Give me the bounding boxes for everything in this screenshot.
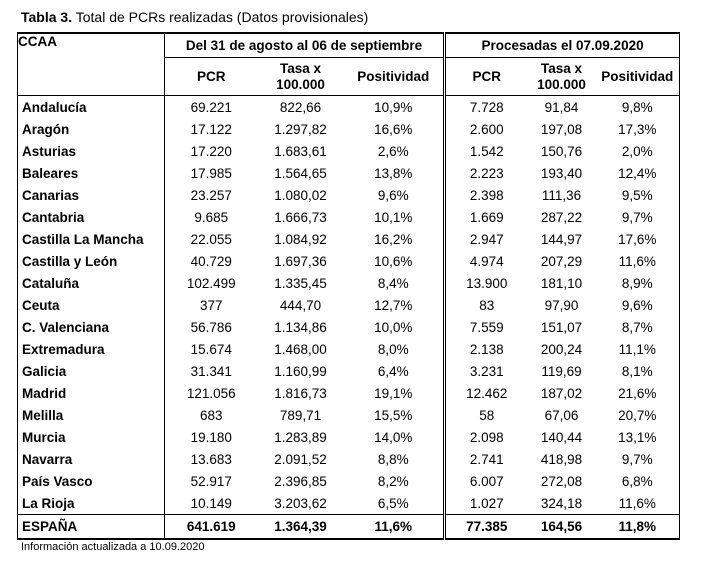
table-row [18, 470, 680, 492]
pcr-processed-value: 2.741 [445, 448, 528, 470]
group-header-processed: Procesadas el 07.09.2020 [445, 33, 680, 58]
pcr-value: 52.917 [190, 473, 232, 489]
rate-processed-value: 287,22 [540, 209, 583, 225]
positivity-processed-value: 9,7% [596, 206, 680, 228]
rate-value: 2.091,52 [274, 451, 327, 467]
region-name: Melilla [18, 404, 165, 426]
positivity-value: 8,2% [344, 470, 445, 492]
positivity-value: 6,4% [344, 360, 445, 382]
region-name: Navarra [18, 448, 165, 470]
region-name: Cataluña [18, 272, 165, 294]
pcr-value: 40.729 [190, 253, 232, 269]
pcr-processed-value: 58 [445, 404, 528, 426]
region-name: Andalucía [18, 96, 165, 119]
pcr-processed-header: PCR [445, 58, 528, 96]
rate-value: 1.080,02 [274, 187, 327, 203]
region-name: Extremadura [18, 338, 165, 360]
pcr-value: 9.685 [194, 209, 229, 225]
rate-value: 1.468,00 [274, 341, 327, 357]
rate-processed-value: 111,36 [541, 187, 582, 203]
total-region-name: ESPAÑA [18, 515, 165, 540]
pcr-processed-value: 6.007 [445, 470, 528, 492]
pcr-processed-value: 1.669 [445, 206, 528, 228]
pcr-value: 17.122 [190, 121, 232, 137]
pcr-value: 31.341 [190, 363, 232, 379]
positivity-value: 14,0% [344, 426, 445, 448]
positivity-value: 10,0% [344, 316, 445, 338]
region-name: Castilla La Mancha [18, 228, 165, 250]
region-name: Madrid [18, 382, 165, 404]
rate-processed-value: 324,18 [540, 495, 583, 511]
positivity-value: 6,5% [344, 492, 445, 515]
rate-value: 1.683,61 [274, 143, 327, 159]
rate-processed-value: 151,07 [540, 319, 583, 335]
pcr-value: 102.499 [186, 275, 236, 291]
rate-header: Tasa x 100.000 [258, 58, 344, 96]
pcr-value: 13.683 [190, 451, 232, 467]
footnote: Información actualizada a 10.09.2020 [21, 541, 205, 553]
positivity-value: 8,8% [344, 448, 445, 470]
positivity-processed-value: 9,8% [596, 96, 680, 119]
rate-processed-value: 181,10 [540, 275, 583, 291]
region-name: La Rioja [18, 492, 165, 515]
positivity-processed-value: 9,6% [596, 294, 680, 316]
region-name: Galicia [18, 360, 165, 382]
rate-value: 789,71 [279, 407, 322, 423]
positivity-value: 16,2% [344, 228, 445, 250]
rate-value: 2.396,85 [274, 473, 327, 489]
positivity-processed-value: 11,6% [596, 492, 680, 515]
rate-processed-value: 67,06 [544, 407, 579, 423]
table-title-text: Total de PCRs realizadas (Datos provisionales) [72, 9, 369, 25]
table-row [18, 140, 680, 162]
region-name: Ceuta [18, 294, 165, 316]
positivity-processed-value: 12,4% [596, 162, 680, 184]
positivity-processed-value: 11,1% [596, 338, 680, 360]
rate-processed-value: 272,08 [540, 473, 583, 489]
positivity-value: 12,7% [344, 294, 445, 316]
rate-processed-header: Tasa x 100.000 [528, 58, 596, 96]
positivity-value: 2,6% [344, 140, 445, 162]
positivity-processed-value: 20,7% [596, 404, 680, 426]
rate-processed-value: 140,44 [540, 429, 583, 445]
positivity-header: Positividad [344, 58, 445, 96]
rate-processed-value: 144,97 [540, 231, 583, 247]
positivity-value: 15,5% [344, 404, 445, 426]
rate-processed-value: 91,84 [544, 99, 579, 115]
positivity-processed-value: 13,1% [596, 426, 680, 448]
positivity-value: 8,4% [344, 272, 445, 294]
rate-value: 1.564,65 [274, 165, 327, 181]
pcr-processed-value: 2.098 [445, 426, 528, 448]
region-name: Asturias [18, 140, 165, 162]
pcr-processed-value: 3.231 [445, 360, 528, 382]
region-name: Canarias [18, 184, 165, 206]
table-title [21, 9, 368, 25]
pcr-header: PCR [165, 58, 258, 96]
positivity-processed-value: 2,0% [596, 140, 680, 162]
total-rate-processed-value: 164,56 [528, 515, 596, 540]
pcr-processed-value: 2.398 [445, 184, 528, 206]
positivity-processed-value: 6,8% [596, 470, 680, 492]
rate-processed-value: 207,29 [540, 253, 583, 269]
positivity-value: 16,6% [344, 118, 445, 140]
table-row [18, 294, 680, 316]
table-row [18, 448, 680, 470]
pcr-value: 377 [199, 297, 223, 313]
table-row [18, 426, 680, 448]
table-row [18, 404, 680, 426]
table-row [18, 382, 680, 404]
total-pcr-value: 641.619 [165, 515, 258, 540]
rate-processed-value: 197,08 [540, 121, 583, 137]
rate-value: 1.134,86 [274, 319, 327, 335]
pcr-value: 121.056 [186, 385, 236, 401]
group-header-week: Del 31 de agosto al 06 de septiembre [165, 33, 445, 58]
positivity-value: 10,9% [344, 96, 445, 119]
pcr-processed-value: 2.947 [445, 228, 528, 250]
table-row [18, 184, 680, 206]
rate-processed-value: 193,40 [540, 165, 583, 181]
pcr-processed-value: 2.223 [445, 162, 528, 184]
rate-value: 1.297,82 [274, 121, 327, 137]
rate-value: 1.283,89 [274, 429, 327, 445]
rate-value: 3.203,62 [274, 495, 327, 511]
region-name: C. Valenciana [18, 316, 165, 338]
pcr-processed-value: 7.559 [445, 316, 528, 338]
rate-value: 444,70 [279, 297, 322, 313]
table-row [18, 96, 680, 119]
pcr-processed-value: 13.900 [445, 272, 528, 294]
positivity-value: 19,1% [344, 382, 445, 404]
total-positivity-value: 11,6% [344, 515, 445, 540]
rate-value: 1.666,73 [274, 209, 327, 225]
total-pcr-processed-value: 77.385 [445, 515, 528, 540]
pcr-processed-value: 1.027 [445, 492, 528, 515]
pcr-processed-value: 1.542 [445, 140, 528, 162]
table-row [18, 360, 680, 382]
pcr-processed-value: 7.728 [445, 96, 528, 119]
positivity-processed-value: 9,5% [596, 184, 680, 206]
region-name: Cantabria [18, 206, 165, 228]
pcr-value: 15.674 [190, 341, 232, 357]
positivity-processed-value: 21,6% [596, 382, 680, 404]
positivity-processed-header: Positividad [596, 58, 680, 96]
region-name: Murcia [18, 426, 165, 448]
positivity-value: 10,1% [344, 206, 445, 228]
pcr-value: 683 [199, 407, 223, 423]
rate-value: 1.697,36 [274, 253, 327, 269]
positivity-processed-value: 11,6% [596, 250, 680, 272]
rate-value: 1.084,92 [274, 231, 327, 247]
pcr-table [17, 32, 680, 540]
positivity-processed-value: 8,1% [596, 360, 680, 382]
table-row [18, 316, 680, 338]
pcr-value: 17.220 [190, 143, 232, 159]
pcr-value: 69.221 [190, 99, 232, 115]
pcr-value: 56.786 [190, 319, 232, 335]
region-name: Baleares [18, 162, 165, 184]
region-name: Aragón [18, 118, 165, 140]
pcr-processed-value: 2.138 [445, 338, 528, 360]
pcr-value: 22.055 [190, 231, 232, 247]
positivity-value: 9,6% [344, 184, 445, 206]
rate-processed-value: 418,98 [540, 451, 583, 467]
rate-processed-value: 187,02 [540, 385, 583, 401]
total-positivity-processed-value: 11,8% [596, 515, 680, 540]
pcr-value: 23.257 [190, 187, 232, 203]
positivity-value: 8,0% [344, 338, 445, 360]
rate-processed-value: 119,69 [541, 363, 582, 379]
positivity-processed-value: 8,9% [596, 272, 680, 294]
table-row [18, 492, 680, 515]
region-name: País Vasco [18, 470, 165, 492]
rate-value: 1.335,45 [274, 275, 327, 291]
positivity-processed-value: 17,6% [596, 228, 680, 250]
rate-processed-value: 150,76 [540, 143, 583, 159]
rate-value: 1.160,99 [274, 363, 327, 379]
table-row [18, 118, 680, 140]
positivity-processed-value: 17,3% [596, 118, 680, 140]
pcr-processed-value: 83 [445, 294, 528, 316]
table-row [18, 206, 680, 228]
pcr-processed-value: 12.462 [445, 382, 528, 404]
table-row [18, 338, 680, 360]
pcr-processed-value: 4.974 [445, 250, 528, 272]
ccaa-header: CCAA [18, 33, 165, 96]
total-row [18, 515, 680, 540]
rate-value: 822,66 [279, 99, 322, 115]
positivity-value: 13,8% [344, 162, 445, 184]
total-rate-value: 1.364,39 [258, 515, 344, 540]
table-row [18, 272, 680, 294]
rate-processed-value: 97,90 [544, 297, 579, 313]
region-name: Castilla y León [18, 250, 165, 272]
pcr-value: 17.985 [190, 165, 232, 181]
positivity-processed-value: 8,7% [596, 316, 680, 338]
table-row [18, 228, 680, 250]
pcr-value: 10.149 [190, 495, 232, 511]
pcr-value: 19.180 [190, 429, 232, 445]
table-row [18, 162, 680, 184]
pcr-processed-value: 2.600 [445, 118, 528, 140]
table-title-number: Tabla 3. [21, 9, 73, 25]
rate-value: 1.816,73 [274, 385, 327, 401]
rate-processed-value: 200,24 [540, 341, 583, 357]
table-row [18, 250, 680, 272]
positivity-value: 10,6% [344, 250, 445, 272]
positivity-processed-value: 9,7% [596, 448, 680, 470]
